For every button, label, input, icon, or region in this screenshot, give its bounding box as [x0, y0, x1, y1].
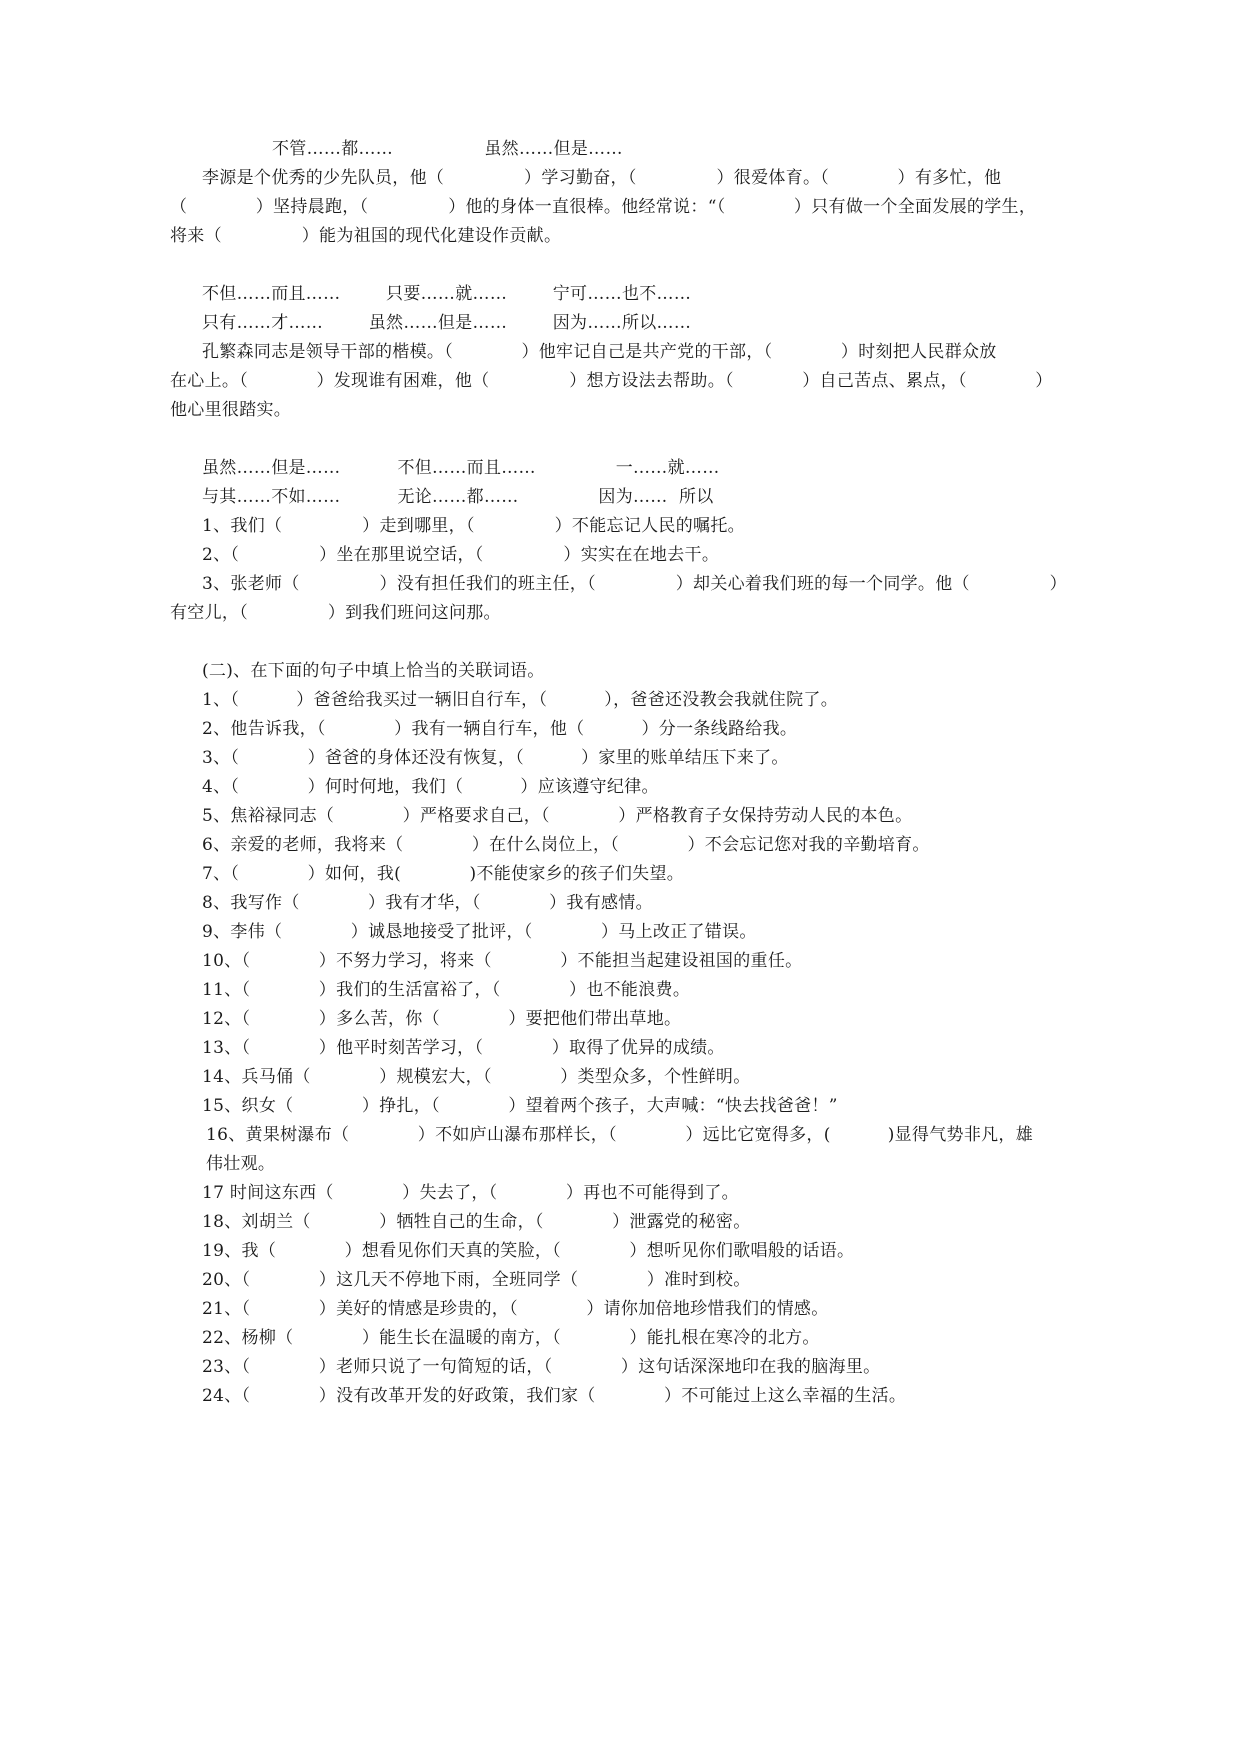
- s1-passage-line: （ ）坚持晨跑，（ ）他的身体一直很棒。他经常说：“（ ）只有做一个全面发展的学生，: [170, 197, 1037, 217]
- s3-item: 2、（ ）坐在那里说空话，（ ）实实在在地去干。: [202, 545, 720, 565]
- part2-item: 3、（ ）爸爸的身体还没有恢复，（ ）家里的账单结压下来了。: [202, 748, 789, 768]
- s2-passage-line: 孔繁森同志是领导干部的楷模。（ ）他牢记自己是共产党的干部，（ ）时刻把人民群众放: [202, 342, 997, 362]
- part2-item: 伟壮观。: [206, 1154, 276, 1174]
- s3-item: 有空儿，（ ）到我们班问这问那。: [170, 603, 501, 623]
- part2-item: 2、他告诉我，（ ）我有一辆自行车，他（ ）分一条线路给我。: [202, 719, 798, 739]
- part2-item: 4、（ ）何时何地，我们（ ）应该遵守纪律。: [202, 777, 659, 797]
- part2-item: 19、我（ ）想看见你们天真的笑脸，（ ）想听见你们歌唱般的话语。: [202, 1241, 855, 1261]
- s3-item: 1、我们（ ）走到哪里，（ ）不能忘记人民的嘱托。: [202, 516, 745, 536]
- part2-title: (二)、在下面的句子中填上恰当的关联词语。: [202, 661, 545, 681]
- s3-options-line: 与其……不如…… 无论……都…… 因为…… 所以: [202, 487, 714, 507]
- part2-item: 10、（ ）不努力学习，将来（ ）不能担当起建设祖国的重任。: [202, 951, 803, 971]
- s2-passage-line: 他心里很踏实。: [170, 400, 292, 420]
- part2-item: 11、（ ）我们的生活富裕了，（ ）也不能浪费。: [202, 980, 691, 1000]
- part2-item: 20、（ ）这几天不停地下雨，全班同学（ ）准时到校。: [202, 1270, 751, 1290]
- part2-item: 7、（ ）如何，我( )不能使家乡的孩子们失望。: [202, 864, 685, 884]
- part2-item: 5、焦裕禄同志（ ）严格要求自己，（ ）严格教育子女保持劳动人民的本色。: [202, 806, 913, 826]
- part2-item: 1、（ ）爸爸给我买过一辆旧自行车，（ ），爸爸还没教会我就住院了。: [202, 690, 838, 710]
- part2-item: 22、杨柳（ ）能生长在温暖的南方，（ ）能扎根在寒冷的北方。: [202, 1328, 820, 1348]
- part2-item: 12、（ ）多么苦，你（ ）要把他们带出草地。: [202, 1009, 682, 1029]
- part2-item: 24、（ ）没有改革开发的好政策，我们家（ ）不可能过上这么幸福的生活。: [202, 1386, 907, 1406]
- part2-item: 18、刘胡兰（ ）牺牲自己的生命，（ ）泄露党的秘密。: [202, 1212, 751, 1232]
- s3-item: 3、张老师（ ）没有担任我们的班主任，（ ）却关心着我们班的每一个同学。他（ ）: [202, 574, 1067, 594]
- s2-passage-line: 在心上。（ ）发现谁有困难，他（ ）想方设法去帮助。（ ）自己苦点、累点，（ ）: [170, 371, 1053, 391]
- part2-item: 14、兵马俑（ ）规模宏大，（ ）类型众多，个性鲜明。: [202, 1067, 751, 1087]
- part2-item: 8、我写作（ ）我有才华，（ ）我有感情。: [202, 893, 653, 913]
- s1-options: 不管……都…… 虽然……但是……: [272, 139, 623, 159]
- part2-item: 21、（ ）美好的情感是珍贵的，（ ）请你加倍地珍惜我们的情感。: [202, 1299, 829, 1319]
- s1-passage-line: 将来（ ）能为祖国的现代化建设作贡献。: [170, 226, 562, 246]
- part2-item: 17 时间这东西（ ）失去了，（ ）再也不可能得到了。: [202, 1183, 739, 1203]
- part2-item: 6、亲爱的老师，我将来（ ）在什么岗位上，（ ）不会忘记您对我的辛勤培育。: [202, 835, 930, 855]
- s2-options-line: 只有……才…… 虽然……但是…… 因为……所以……: [202, 313, 692, 333]
- s3-options-line: 虽然……但是…… 不但……而且…… 一……就……: [202, 458, 720, 478]
- part2-item: 23、（ ）老师只说了一句简短的话，（ ）这句话深深地印在我的脑海里。: [202, 1357, 881, 1377]
- part2-item: 15、织女（ ）挣扎，（ ）望着两个孩子，大声喊：“快去找爸爸！”: [202, 1096, 838, 1116]
- part2-item: 9、李伟（ ）诚恳地接受了批评，（ ）马上改正了错误。: [202, 922, 757, 942]
- s2-options-line: 不但……而且…… 只要……就…… 宁可……也不……: [202, 284, 692, 304]
- part2-item: 13、（ ）他平时刻苦学习，（ ）取得了优异的成绩。: [202, 1038, 725, 1058]
- s1-passage-line: 李源是个优秀的少先队员，他（ ）学习勤奋，（ ）很爱体育。（ ）有多忙，他: [202, 168, 1002, 188]
- part2-item: 16、黄果树瀑布（ ）不如庐山瀑布那样长，（ ）远比它宽得多，( )显得气势非凡，雄: [206, 1125, 1034, 1145]
